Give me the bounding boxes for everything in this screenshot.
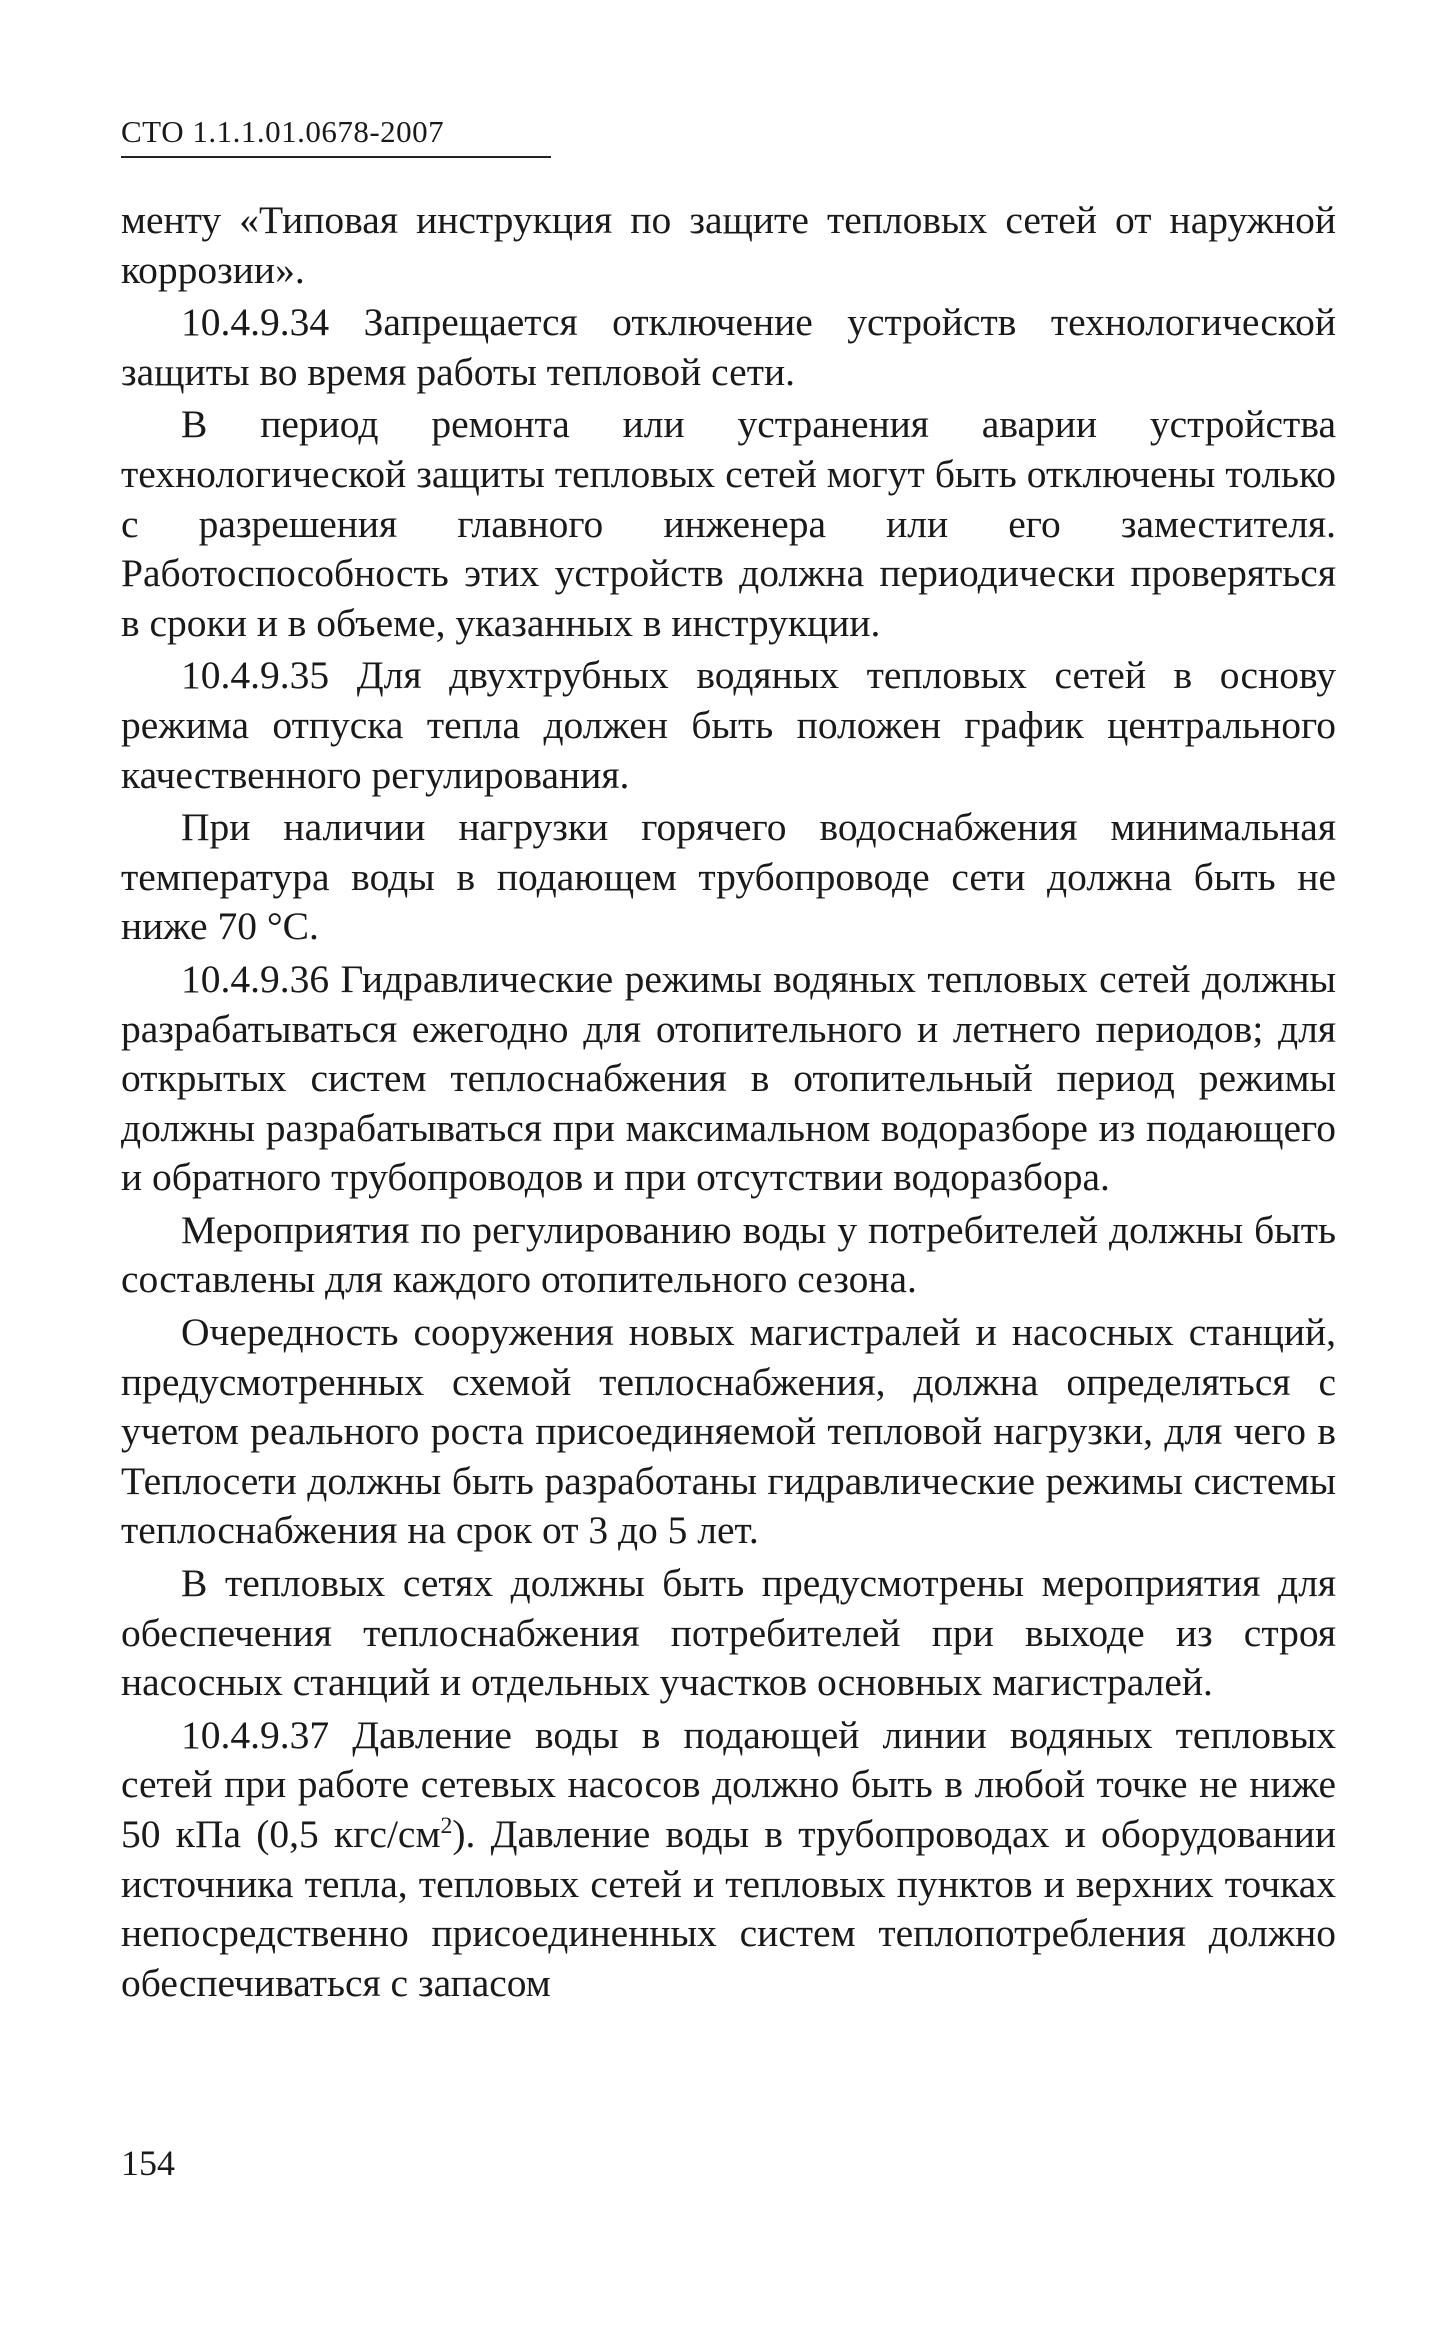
paragraph-network-measures: В тепловых сетях должны быть предусмотрены мероприятия для обеспечения теплоснабжения потребителей при выходе из строя насосных станций и отдельных участков основных магистралей.: [121, 1561, 1336, 1705]
paragraph-regulation-measures: Мероприятия по регулированию воды у потребителей должны быть составлены для каждого отопительного сезона.: [121, 1207, 1336, 1302]
document-code-header: СТО 1.1.1.01.0678-2007: [121, 112, 551, 158]
paragraph-continuation: менту «Типовая инструкция по защите тепловых сетей от наружной коррозии».: [121, 198, 1336, 292]
paragraph-hot-water-load: При наличии нагрузки горячего водоснабжения минимальная температура воды в подающем трубопроводе сети должна быть не ниже 70 °С.: [121, 805, 1336, 949]
paragraph-construction-order: Очередность сооружения новых магистралей и насосных станций, предусмотренных схемой теплоснабжения, должна определяться с учетом реального роста присоединяемой тепловой нагрузки, для чего в Теплосети должны быть разработаны гидравлические режимы системы теплоснабжения на срок от 3 до 5 лет.: [121, 1310, 1336, 1553]
paragraph-repair-period: В период ремонта или устранения аварии устройства технологической защиты тепловых сетей могут быть отключены только с разрешения главного инженера или его заместителя. Работоспособность этих устройств должна периодически проверяться в сроки и в объеме, указанных в инструкции.: [121, 402, 1336, 645]
body-text: [121, 196, 1336, 2008]
page-number: 154: [121, 2143, 175, 2183]
clause-text-part-2: ). Давление воды в трубопроводах и оборудовании источника тепла, тепловых сетей и тепловых пунктов и верхних точках непосредственно присоединенных систем теплопотребления должно обеспечиваться с запасом: [121, 1812, 1336, 2005]
paragraph-clause-10-4-9-36: 10.4.9.36 Гидравлические режимы водяных тепловых сетей должны разрабатываться ежегодно для отопительного и летнего периодов; для открытых систем теплоснабжения в отопительный период режимы должны разрабатываться при максимальном водоразборе из подающего и обратного трубопроводов и при отсутствии водоразбора.: [121, 956, 1336, 1200]
paragraph-clause-10-4-9-37: [121, 1711, 1336, 2009]
superscript-2: 2: [440, 1812, 453, 1839]
clause-text-part-1: 10.4.9.37 Давление воды в подающей линии водяных тепловых сетей при работе сетевых насосов должно быть в любой точке не ниже 50 кПа (0,5 кгс/см: [121, 1712, 1336, 1856]
paragraph-clause-10-4-9-34: 10.4.9.34 Запрещается отключение устройств технологической защиты во время работы тепловой сети.: [121, 300, 1336, 394]
paragraph-clause-10-4-9-35: 10.4.9.35 Для двухтрубных водяных тепловых сетей в основу режима отпуска тепла должен быть положен график центрального качественного регулирования.: [121, 653, 1336, 797]
